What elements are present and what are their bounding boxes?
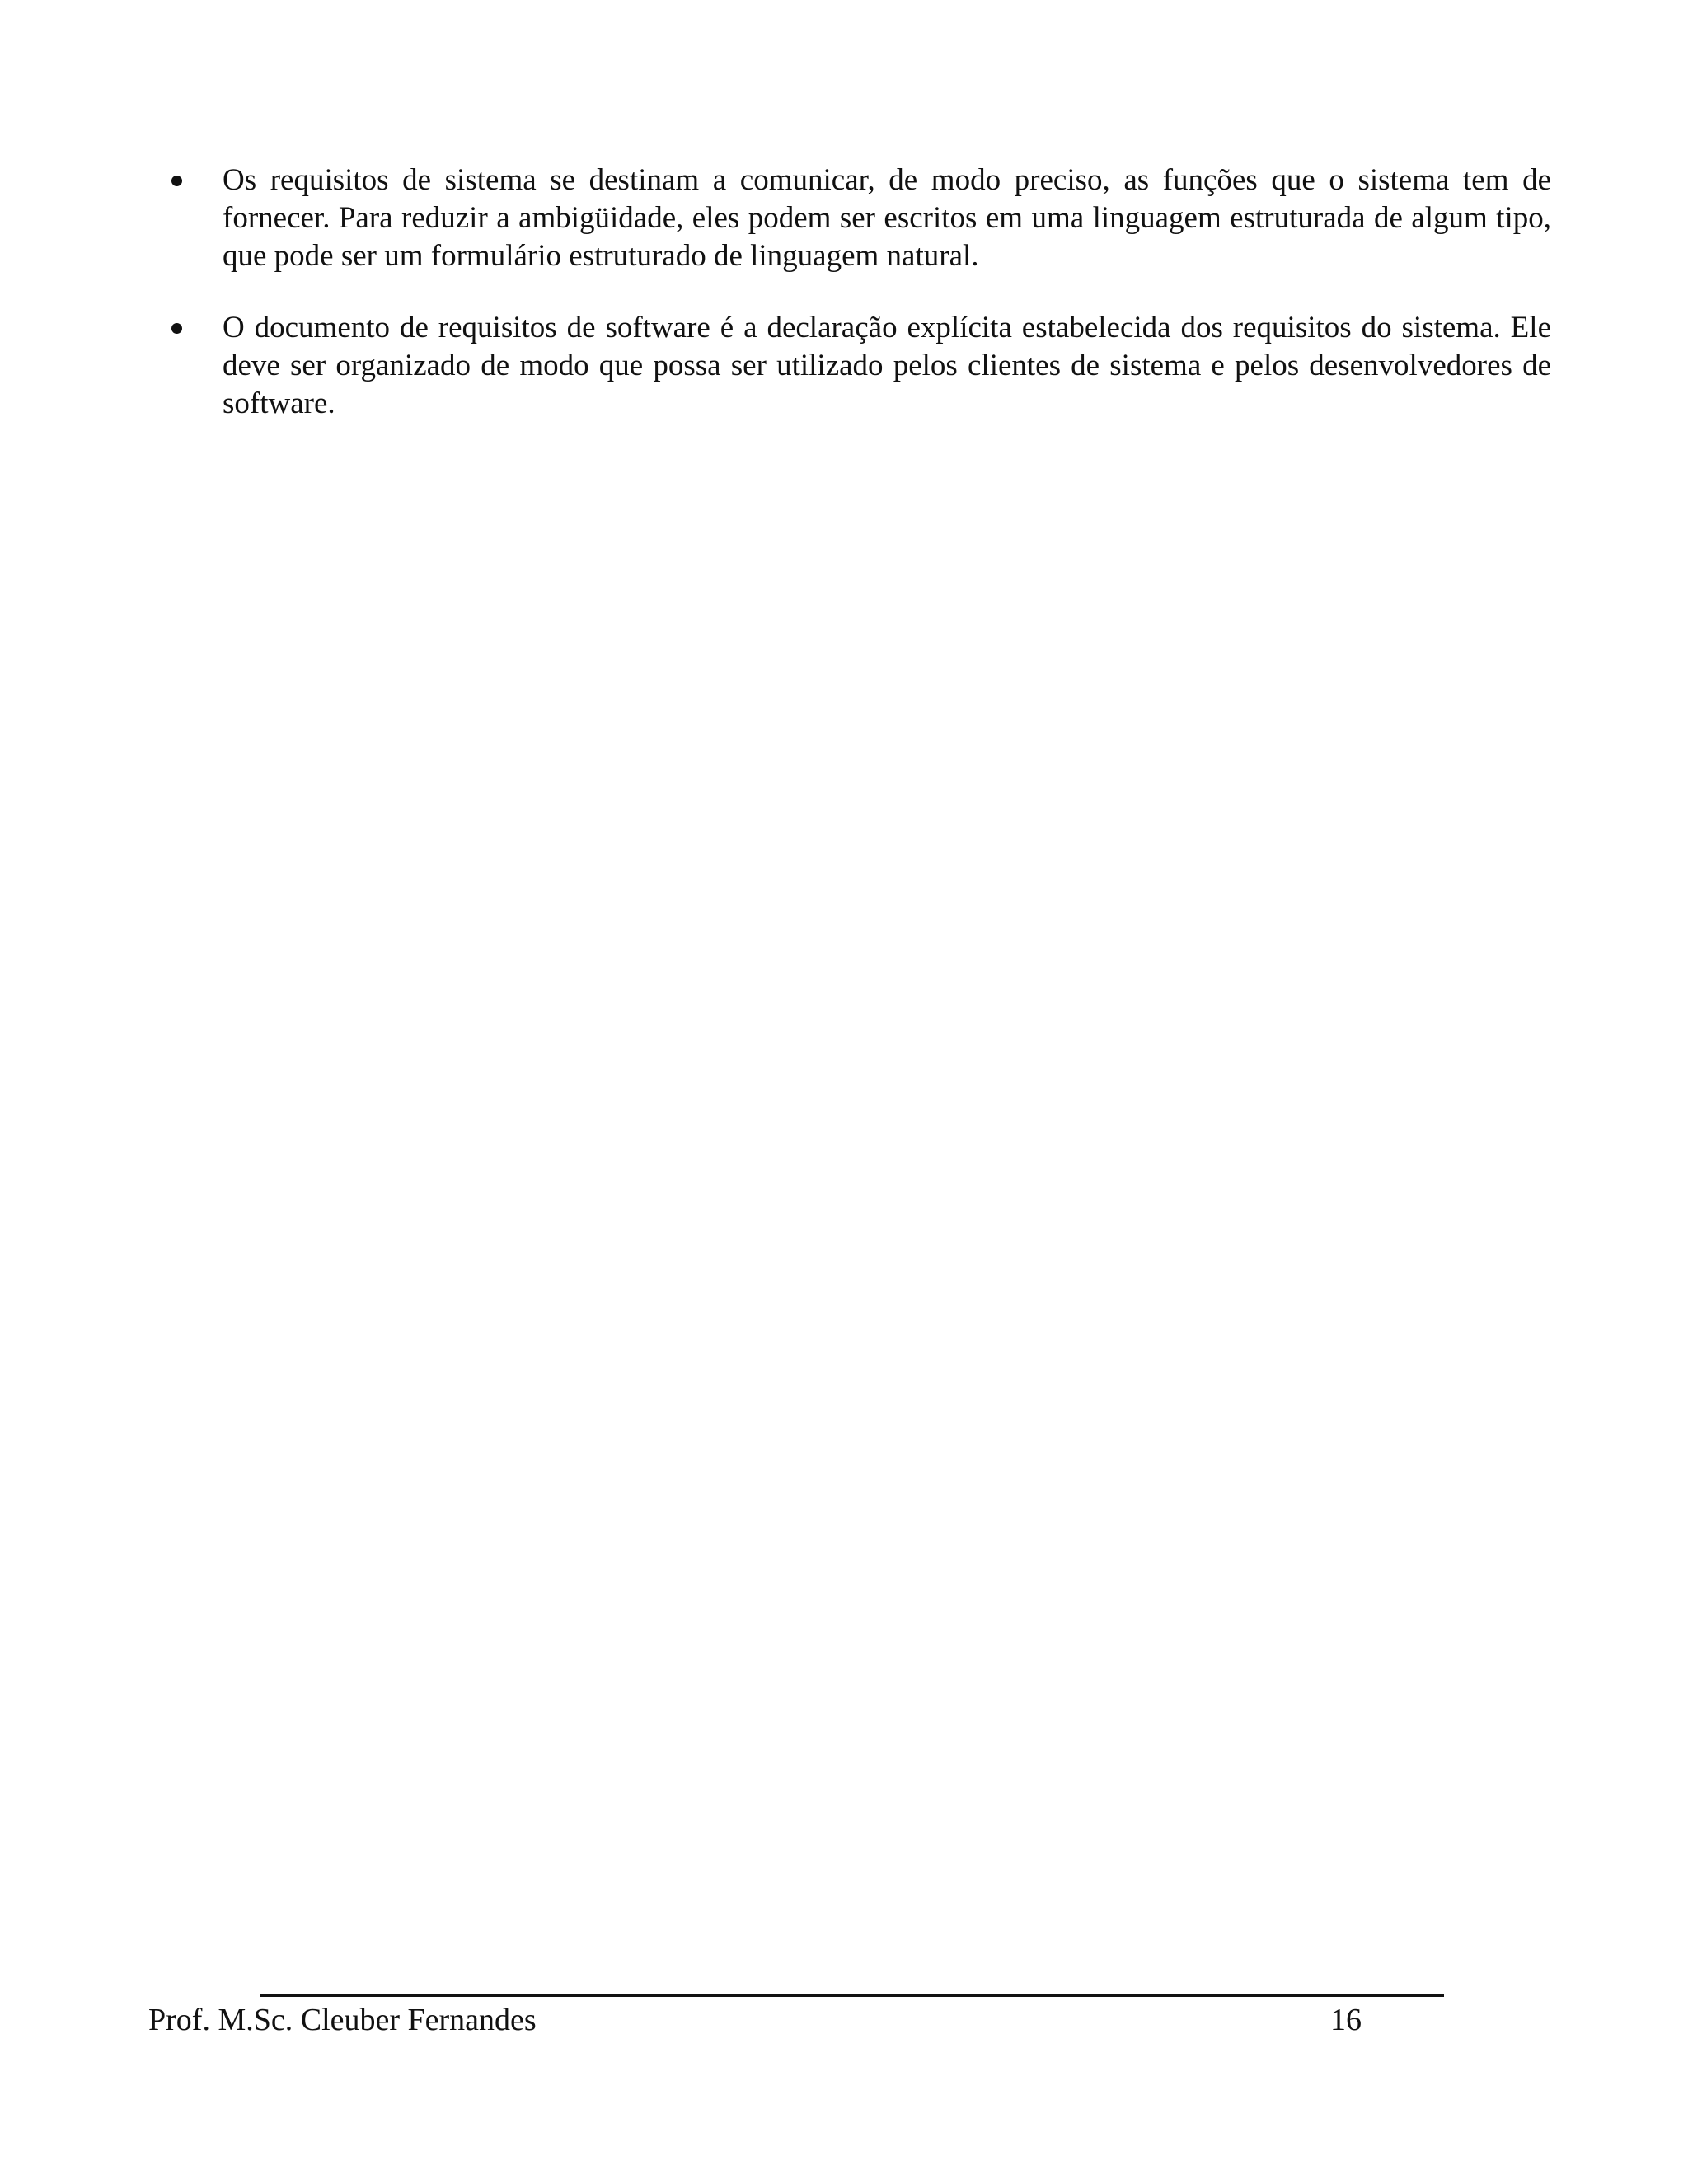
- bullet-text: O documento de requisitos de software é a declaração explícita estabelecida dos requisitos do sistema. Ele deve ser organizado de modo que possa ser utilizado pelos clientes de sistema e pelos desenvolvedores de software.: [223, 311, 1551, 420]
- bullet-icon: [171, 176, 182, 186]
- footer-divider: [260, 1994, 1444, 1997]
- bullet-item: [165, 162, 1551, 275]
- bullet-icon: [171, 323, 182, 334]
- bullet-item: [165, 309, 1551, 423]
- page-number: 16: [1330, 2003, 1362, 2037]
- bullet-list: [165, 162, 1551, 457]
- footer-author: Prof. M.Sc. Cleuber Fernandes: [148, 2003, 537, 2037]
- bullet-text: Os requisitos de sistema se destinam a comunicar, de modo preciso, as funções que o sistema tem de fornecer. Para reduzir a ambigüidade, eles podem ser escritos em uma linguagem estruturada de algum tipo, que pode ser um formulário estruturado de linguagem natural.: [223, 163, 1551, 273]
